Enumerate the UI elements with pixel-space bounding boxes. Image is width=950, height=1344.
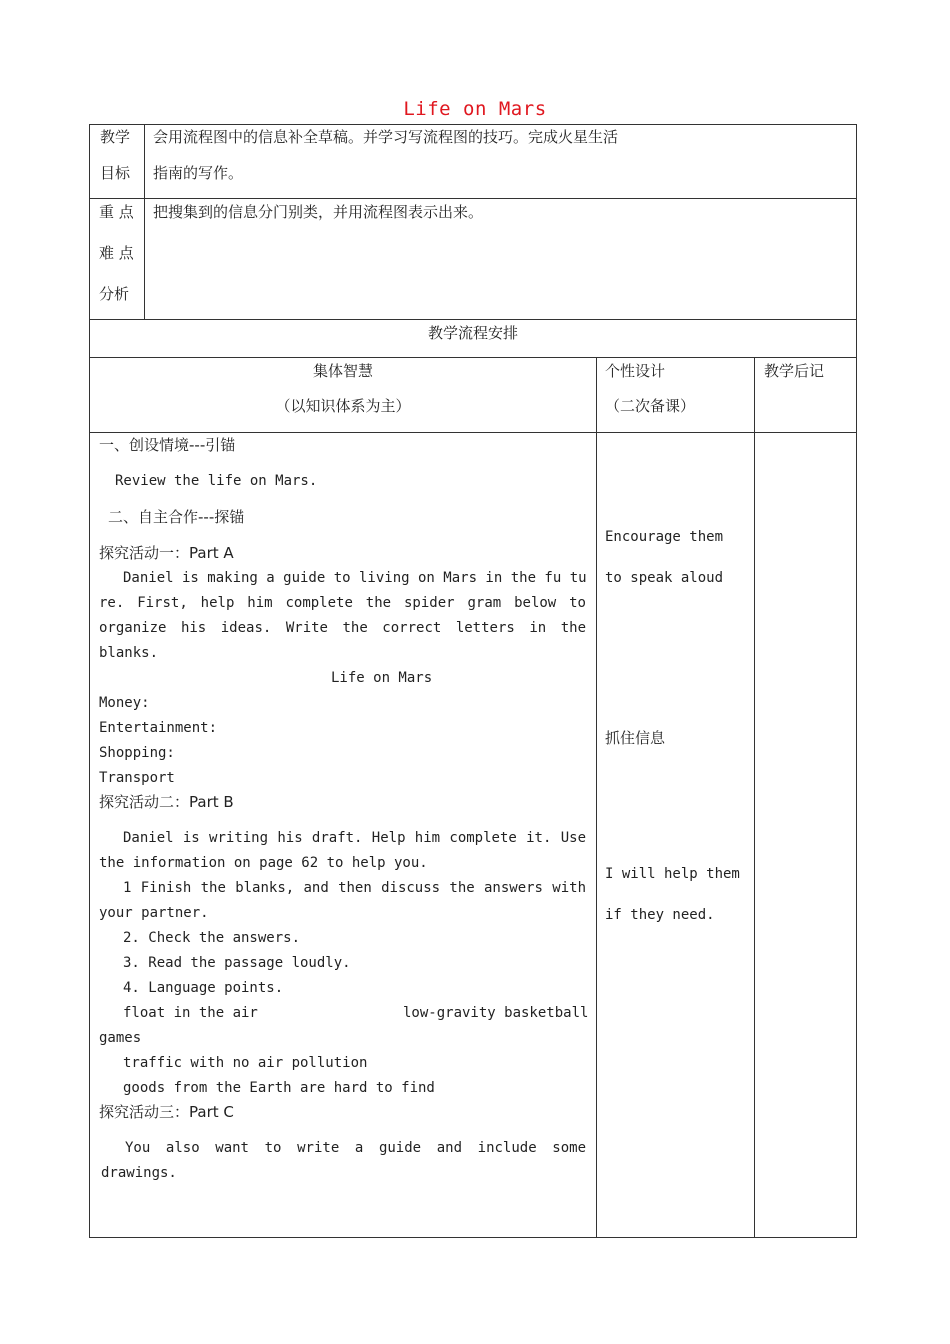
key-points-label: 难 点 <box>99 244 134 262</box>
spider-gram-item: Transport <box>99 770 175 786</box>
step1-text: Review the life on Mars. <box>115 473 318 489</box>
paragraph-line: organize his ideas. Write the correct letters in the <box>99 620 586 636</box>
design-note: if they need. <box>605 907 715 923</box>
step-item: 2. Check the answers. <box>123 930 301 946</box>
spider-gram-item: Money: <box>99 695 150 711</box>
column-header-collective: 集体智慧 <box>312 362 373 380</box>
paragraph-line: 1 Finish the blanks, and then discuss the answers with <box>123 880 586 896</box>
process-heading: 教学流程安排 <box>427 324 518 342</box>
step-item: 4. Language points. <box>123 980 284 996</box>
key-points-label: 分析 <box>99 285 130 303</box>
column-header-reflection: 教学后记 <box>764 362 825 380</box>
paragraph-line: Daniel is making a guide to living on Mars in the fu tu <box>123 570 587 586</box>
language-point: goods from the Earth are hard to find <box>123 1080 435 1096</box>
objectives-text: 会用流程图中的信息补全草稿。并学习写流程图的技巧。完成火星生活 <box>153 128 619 146</box>
language-point: traffic with no air pollution <box>123 1055 368 1071</box>
language-point: float in the air <box>123 1005 258 1021</box>
paragraph-line: re. First, help him complete the spider gram below to <box>99 595 586 611</box>
paragraph-line: You also want to write a guide and include some <box>125 1140 586 1156</box>
step1-heading: 一、创设情境---引锚 <box>99 436 236 454</box>
column-header-personal-sub: （二次备课） <box>605 397 696 415</box>
activity-heading: 探究活动二：Part B <box>99 793 234 811</box>
page-title: Life on Mars <box>403 98 547 120</box>
spider-gram-item: Entertainment: <box>99 720 218 736</box>
key-points-label: 重 点 <box>99 203 134 221</box>
paragraph-line: drawings. <box>101 1165 177 1181</box>
step-item: 3. Read the passage loudly. <box>123 955 351 971</box>
spider-gram-item: Shopping: <box>99 745 175 761</box>
step2-heading: 二、自主合作---探锚 <box>108 508 245 526</box>
paragraph-line: the information on page 62 to help you. <box>99 855 428 871</box>
paragraph-line: Daniel is writing his draft. Help him complete it. Use <box>123 830 586 846</box>
activity-heading: 探究活动一：Part A <box>99 544 234 562</box>
spider-gram-title: Life on Mars <box>331 670 433 686</box>
objectives-label: 教学 <box>100 128 131 146</box>
key-points-text: 把搜集到的信息分门别类，并用流程图表示出来。 <box>153 203 484 221</box>
language-point: low-gravity basketball <box>403 1005 589 1021</box>
paragraph-line: blanks. <box>99 645 159 661</box>
objectives-label: 目标 <box>100 164 131 182</box>
design-note: 抓住信息 <box>605 729 666 747</box>
activity-heading: 探究活动三：Part C <box>99 1103 234 1121</box>
column-header-collective-sub: （以知识体系为主） <box>275 397 411 415</box>
column-header-personal: 个性设计 <box>605 362 666 380</box>
design-note: to speak aloud <box>605 570 724 586</box>
language-point: games <box>99 1030 142 1046</box>
design-note: Encourage them <box>605 529 724 545</box>
paragraph-line: your partner. <box>99 905 209 921</box>
objectives-text: 指南的写作。 <box>153 164 244 182</box>
design-note: I will help them <box>605 866 740 882</box>
